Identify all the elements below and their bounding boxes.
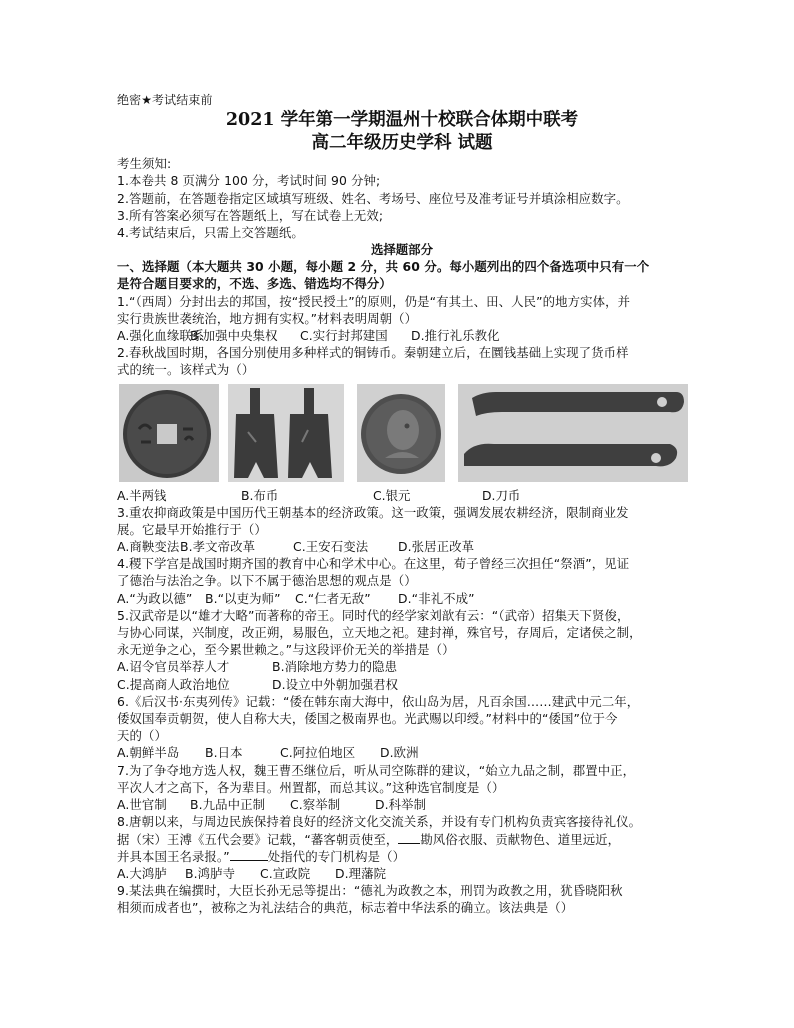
question-options bbox=[117, 676, 687, 693]
question-text: 4.稷下学宫是战国时期齐国的教育中心和学术中心。在这里，荀子曾经三次担任“祭酒”，见证 bbox=[117, 556, 630, 572]
option-a[interactable]: A.半两钱 bbox=[117, 487, 167, 503]
option-d[interactable]: D.刀币 bbox=[482, 487, 521, 503]
coin-images bbox=[117, 384, 687, 488]
question-1 bbox=[117, 293, 687, 345]
option-c[interactable]: C.宣政院 bbox=[260, 865, 311, 881]
option-d[interactable]: D.欧洲 bbox=[380, 745, 419, 761]
option-c[interactable]: C.提高商人政治地位 bbox=[117, 676, 230, 692]
option-d[interactable]: D.“非礼不成” bbox=[398, 590, 475, 606]
notice-heading: 考生须知: bbox=[117, 156, 172, 172]
question-options bbox=[117, 744, 687, 761]
exam-notice bbox=[117, 155, 687, 241]
question-text: 2.春秋战国时期，各国分别使用多种样式的铜铸币。秦朝建立后，在圜钱基础上实现了货币样 bbox=[117, 345, 629, 361]
option-c[interactable]: C.银元 bbox=[373, 487, 411, 503]
question-options bbox=[117, 658, 687, 675]
option-a[interactable]: A.强化血缘联系 bbox=[117, 328, 205, 344]
question-options bbox=[117, 327, 687, 344]
question-text: 3.重农抑商政策是中国历代王朝基本的经济政策。这一政策，强调发展农耕经济，限制商业发 bbox=[117, 504, 629, 520]
question-text: 平次人才之高下，各为辈目。州置都，而总其议。”这种选官制度是（） bbox=[117, 779, 505, 795]
question-text: 永无逆争之心，至今累世赖之。”与这段评价无关的举措是（） bbox=[117, 642, 455, 658]
option-c[interactable]: C.实行封邦建国 bbox=[300, 328, 388, 344]
blank-line bbox=[398, 833, 420, 844]
option-c[interactable]: C.阿拉伯地区 bbox=[280, 745, 356, 761]
exam-subtitle: 高二年级历史学科 试题 bbox=[311, 133, 493, 154]
question-text: 8.唐朝以来，与周边民族保持着良好的经济文化交流关系，并设有专门机构负责宾客接待礼仪。 bbox=[117, 814, 642, 830]
question-text-part: 据（宋）王溥《五代会要》记载，“蕃客朝贡使至， bbox=[117, 831, 399, 847]
question-text: 7.为了争夺地方选人权，魏王曹丕继位后，听从司空陈群的建议，“始立九品之制，郡置中正， bbox=[117, 762, 636, 778]
silver-dollar-image[interactable] bbox=[357, 384, 445, 482]
question-text: 5.汉武帝是以“雄才大略”而著称的帝王。同时代的经学家刘歆有云：“（武帝）招集天下贤俊， bbox=[117, 607, 630, 623]
coin-captions bbox=[117, 488, 687, 504]
option-a[interactable]: A.朝鲜半岛 bbox=[117, 745, 180, 761]
question-text: 1.“（西周）分封出去的邦国，按“授民授土”的原则，仍是“有其土、田、人民”的地方实体，并 bbox=[117, 293, 631, 309]
blank-line bbox=[230, 850, 268, 861]
confidential-label: 绝密★考试结束前 bbox=[117, 93, 213, 107]
notice-item: 3.所有答案必须写在答题纸上，写在试卷上无效; bbox=[117, 207, 384, 223]
section-instruction: 是符合题目要求的，不选、多选、错选均不得分） bbox=[117, 276, 392, 292]
option-c[interactable]: C.王安石变法 bbox=[293, 539, 369, 555]
option-b[interactable]: B.布币 bbox=[241, 487, 279, 503]
option-d[interactable]: D.推行礼乐教化 bbox=[411, 328, 500, 344]
question-text bbox=[117, 848, 687, 865]
question-9 bbox=[117, 882, 687, 916]
option-c[interactable]: C.“仁者无敌” bbox=[295, 590, 371, 606]
option-c[interactable]: C.察举制 bbox=[290, 797, 341, 813]
notice-item: 4.考试结束后，只需上交答题纸。 bbox=[117, 225, 304, 241]
question-options bbox=[117, 796, 687, 813]
spade-coin-image[interactable] bbox=[228, 384, 344, 482]
question-text: 展。它最早开始推行于（） bbox=[117, 521, 267, 537]
option-d[interactable]: D.理藩院 bbox=[335, 865, 387, 881]
section-instruction: 一、选择题（本大题共 30 小题，每小题 2 分，共 60 分。每小题列出的四个备选项中只有一个 bbox=[117, 259, 650, 275]
question-6 bbox=[117, 693, 687, 762]
question-text-part: 并具本国王名录报。” bbox=[117, 848, 230, 864]
question-text: 相须而成者也”，被称之为礼法结合的典范，标志着中华法系的确立。该法典是（） bbox=[117, 900, 574, 916]
option-b[interactable]: B.九品中正制 bbox=[190, 797, 266, 813]
option-d[interactable]: D.科举制 bbox=[375, 797, 427, 813]
question-text-part: 勘风俗衣服、贡献物色、道里远近， bbox=[420, 831, 621, 847]
option-d[interactable]: D.张居正改革 bbox=[398, 539, 475, 555]
notice-item: 2.答题前，在答题卷指定区域填写班级、姓名、考场号、座位号及准考证号并填涂相应数字。 bbox=[117, 190, 629, 206]
option-b[interactable]: B.加强中央集权 bbox=[190, 328, 278, 344]
question-options bbox=[117, 590, 687, 607]
question-5 bbox=[117, 607, 687, 693]
option-b[interactable]: B.消除地方势力的隐患 bbox=[272, 659, 398, 675]
question-text: 9.某法典在编撰时，大臣长孙无忌等提出：“德礼为政教之本，刑罚为政教之用，犹昏晓阳秋 bbox=[117, 883, 623, 899]
option-a[interactable]: A.大鸿胪 bbox=[117, 865, 167, 881]
question-text: 了德治与法治之争。以下不属于德治思想的观点是（） bbox=[117, 573, 417, 589]
option-b[interactable]: B.“以吏为师” bbox=[205, 590, 281, 606]
question-options bbox=[117, 538, 687, 555]
exam-page bbox=[117, 92, 687, 917]
question-text-part: 处指代的专门机构是（） bbox=[267, 848, 406, 864]
option-b[interactable]: B.鸿胪寺 bbox=[185, 865, 236, 881]
option-a[interactable]: A.“为政以德” bbox=[117, 590, 193, 606]
option-a[interactable]: A.商鞅变法 bbox=[117, 539, 180, 555]
section-title: 选择题部分 bbox=[371, 242, 433, 258]
question-text: 与协心同谋，兴制度，改正朔，易服色，立天地之祀。建封禅，殊官号，存周后，定诸侯之制， bbox=[117, 625, 642, 641]
banliang-coin-image[interactable] bbox=[119, 384, 219, 482]
question-text: 式的统一。该样式为（） bbox=[117, 362, 255, 378]
question-text: 天的（） bbox=[117, 728, 167, 744]
question-text: 6.《后汉书·东夷列传》记载：“倭在韩东南大海中，依山岛为居，凡百余国……建武中元二年， bbox=[117, 693, 640, 709]
option-d[interactable]: D.设立中外朝加强君权 bbox=[272, 676, 399, 692]
question-text bbox=[117, 831, 687, 848]
question-text: 实行贵族世袭统治，地方拥有实权。”材料表明周朝（） bbox=[117, 310, 418, 326]
question-options bbox=[117, 865, 687, 882]
question-2 bbox=[117, 344, 687, 503]
question-4 bbox=[117, 555, 687, 607]
option-b[interactable]: B.孝文帝改革 bbox=[180, 539, 256, 555]
notice-item: 1.本卷共 8 页满分 100 分，考试时间 90 分钟; bbox=[117, 173, 381, 189]
option-a[interactable]: A.世官制 bbox=[117, 797, 167, 813]
question-7 bbox=[117, 762, 687, 814]
option-b[interactable]: B.日本 bbox=[205, 745, 243, 761]
question-text: 倭奴国奉贡朝贺，使人自称大夫，倭国之极南界也。光武赐以印绶。”材料中的“倭国”位于今 bbox=[117, 711, 618, 727]
question-8 bbox=[117, 813, 687, 882]
knife-coin-image[interactable] bbox=[458, 384, 688, 482]
exam-title: 2021 学年第一学期温州十校联合体期中联考 bbox=[225, 110, 579, 131]
option-a[interactable]: A.诏令官员举荐人才 bbox=[117, 659, 230, 675]
question-3 bbox=[117, 504, 687, 556]
